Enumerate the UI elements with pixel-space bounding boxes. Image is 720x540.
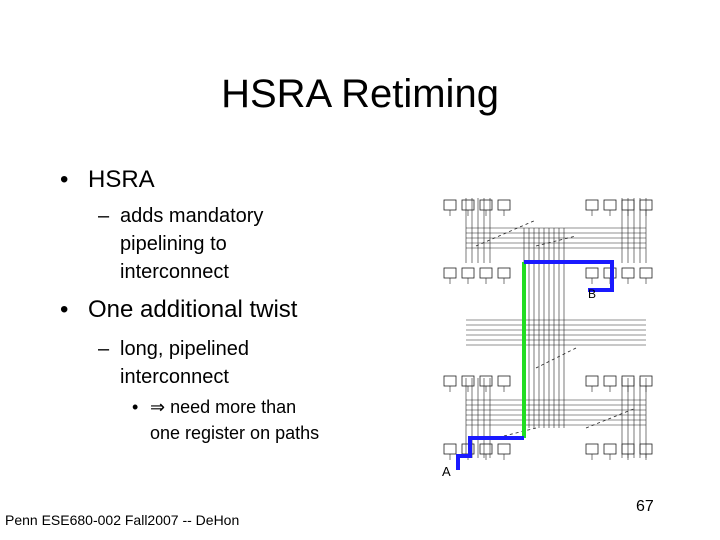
bullet-marker: •: [60, 166, 69, 193]
logic-cell: [622, 268, 634, 278]
page-number: 67: [636, 498, 654, 515]
sub-bullet-line: adds mandatory: [120, 205, 264, 227]
bullet-hsra: HSRA: [88, 166, 155, 193]
logic-cell: [462, 268, 474, 278]
wire-grid: [466, 198, 646, 458]
sub-bullet-line: interconnect: [120, 261, 229, 283]
logic-cell: [586, 200, 598, 210]
logic-cell: [640, 268, 652, 278]
sub-sub-bullet-marker: •: [132, 397, 139, 417]
sub-bullet-line: long, pipelined: [120, 338, 249, 360]
footer-text: Penn ESE680-002 Fall2007 -- DeHon: [5, 512, 240, 528]
label-b: B: [588, 287, 597, 301]
sub-bullet-line: interconnect: [120, 366, 229, 388]
logic-cell: [498, 376, 510, 386]
switch-diagonal: [536, 236, 576, 246]
logic-cell: [586, 444, 598, 454]
label-a: A: [442, 464, 451, 479]
logic-cell: [586, 268, 598, 278]
logic-cell: [498, 444, 510, 454]
logic-cell: [498, 268, 510, 278]
logic-cell: [604, 444, 616, 454]
sub-sub-bullet-line: one register on paths: [150, 423, 320, 443]
logic-cell: [498, 200, 510, 210]
slide-title: HSRA Retiming: [221, 72, 499, 116]
sub-bullet-dash: –: [98, 338, 110, 360]
logic-cell: [586, 376, 598, 386]
route-blue-top: [524, 262, 612, 290]
bullet-marker: •: [60, 296, 69, 323]
sub-sub-bullet-line: ⇒ need more than: [150, 397, 297, 417]
sub-bullet-line: pipelining to: [120, 233, 227, 255]
hsra-interconnect-diagram: [436, 188, 676, 480]
logic-cell: [480, 268, 492, 278]
logic-cell: [604, 200, 616, 210]
logic-cell: [604, 376, 616, 386]
logic-cell: [444, 268, 456, 278]
switch-diagonal: [536, 348, 576, 368]
bullet-twist: One additional twist: [88, 296, 298, 323]
logic-cell: [444, 444, 456, 454]
sub-bullet-dash: –: [98, 205, 110, 227]
logic-cell: [444, 200, 456, 210]
logic-cell: [444, 376, 456, 386]
